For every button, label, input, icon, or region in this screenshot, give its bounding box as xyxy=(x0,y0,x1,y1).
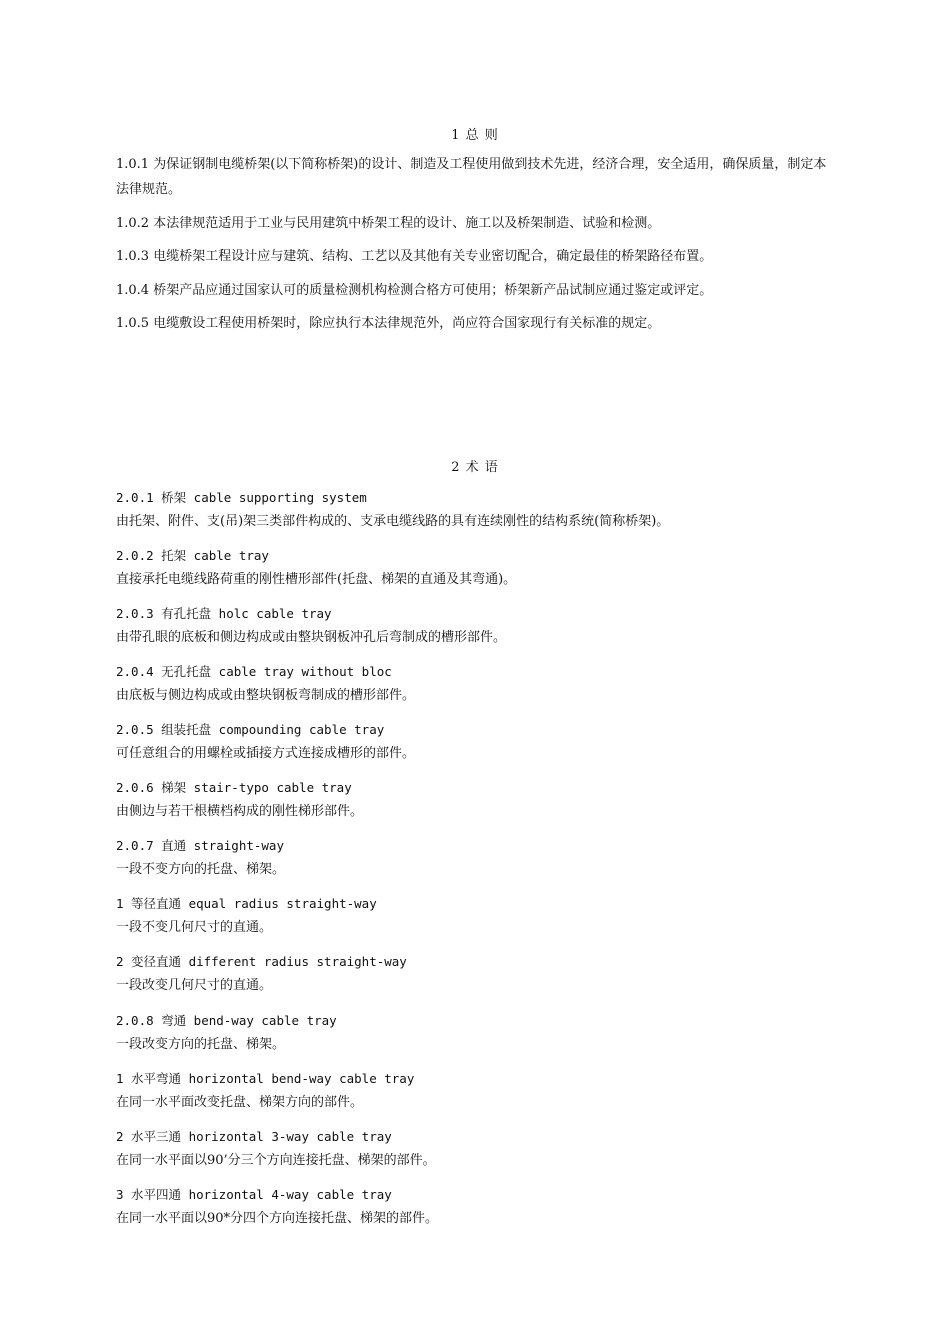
term-name: 2 水平三通 horizontal 3-way cable tray xyxy=(116,1129,392,1144)
term-item xyxy=(116,778,836,822)
term-name: 2 变径直通 different radius straight-way xyxy=(116,954,407,969)
term-name: 2.0.7 直通 straight-way xyxy=(116,838,284,853)
term-item xyxy=(116,1011,836,1055)
term-definition: 一段改变方向的托盘、梯架。 xyxy=(116,1037,286,1052)
term-name: 2.0.6 梯架 stair-typo cable tray xyxy=(116,780,352,795)
term-name: 2.0.4 无孔托盘 cable tray without bloc xyxy=(116,664,392,679)
clause-1-0-3: 1.0.3 电缆桥架工程设计应与建筑、结构、工艺以及其他有关专业密切配合，确定最佳的桥架路径布置。 xyxy=(116,249,713,264)
term-name: 2.0.3 有孔托盘 holc cable tray xyxy=(116,606,332,621)
term-item xyxy=(116,952,836,996)
term-item xyxy=(116,604,836,648)
term-item xyxy=(116,1069,836,1113)
section-1-title: 1 总 则 xyxy=(451,128,499,143)
section-2-title: 2 术 语 xyxy=(451,460,499,475)
term-name: 2.0.2 托架 cable tray xyxy=(116,548,269,563)
term-definition: 在同一水平面以90*分四个方向连接托盘、梯架的部件。 xyxy=(116,1211,439,1226)
term-item xyxy=(116,894,836,938)
term-definition: 由带孔眼的底板和侧边构成或由整块钢板冲孔后弯制成的槽形部件。 xyxy=(116,630,507,645)
term-definition: 可任意组合的用螺栓或插接方式连接成槽形的部件。 xyxy=(116,746,416,761)
term-item xyxy=(116,1185,836,1229)
clause-1-0-4: 1.0.4 桥架产品应通过国家认可的质量检测机构检测合格方可使用；桥架新产品试制应通过鉴定或评定。 xyxy=(116,283,713,298)
term-definition: 由底板与侧边构成或由整块钢板弯制成的槽形部件。 xyxy=(116,688,416,703)
term-name: 2.0.5 组装托盘 compounding cable tray xyxy=(116,722,385,737)
term-item xyxy=(116,488,836,532)
term-item xyxy=(116,720,836,764)
term-definition: 一段不变方向的托盘、梯架。 xyxy=(116,862,286,877)
term-definition: 一段不变几何尺寸的直通。 xyxy=(116,920,273,935)
term-definition: 在同一水平面改变托盘、梯架方向的部件。 xyxy=(116,1095,364,1110)
clause-1-0-2: 1.0.2 本法律规范适用于工业与民用建筑中桥架工程的设计、施工以及桥架制造、试验和检测。 xyxy=(116,216,661,231)
term-definition: 在同一水平面以90’分三个方向连接托盘、梯架的部件。 xyxy=(116,1153,436,1168)
term-definition: 一段改变几何尺寸的直通。 xyxy=(116,978,273,993)
term-name: 2.0.8 弯通 bend-way cable tray xyxy=(116,1013,337,1028)
term-item xyxy=(116,836,836,880)
term-name: 1 等径直通 equal radius straight-way xyxy=(116,896,377,911)
term-definition: 由侧边与若干根横档构成的刚性梯形部件。 xyxy=(116,804,364,819)
term-item xyxy=(116,662,836,706)
term-name: 2.0.1 桥架 cable supporting system xyxy=(116,490,367,505)
term-definition: 由托架、附件、支(吊)架三类部件构成的、支承电缆线路的具有连续刚性的结构系统(简称桥架)。 xyxy=(116,514,670,529)
term-item xyxy=(116,1127,836,1171)
clause-1-0-5: 1.0.5 电缆敷设工程使用桥架时，除应执行本法律规范外，尚应符合国家现行有关标准的规定。 xyxy=(116,316,661,331)
term-definition: 直接承托电缆线路荷重的刚性槽形部件(托盘、梯架的直通及其弯通)。 xyxy=(116,572,517,587)
term-name: 3 水平四通 horizontal 4-way cable tray xyxy=(116,1187,392,1202)
clause-1-0-1: 1.0.1 为保证钢制电缆桥架(以下简称桥架)的设计、制造及工程使用做到技术先进，经济合理，安全适用，确保质量，制定本法律规范。 xyxy=(116,157,827,197)
term-item xyxy=(116,546,836,590)
term-name: 1 水平弯通 horizontal bend-way cable tray xyxy=(116,1071,415,1086)
